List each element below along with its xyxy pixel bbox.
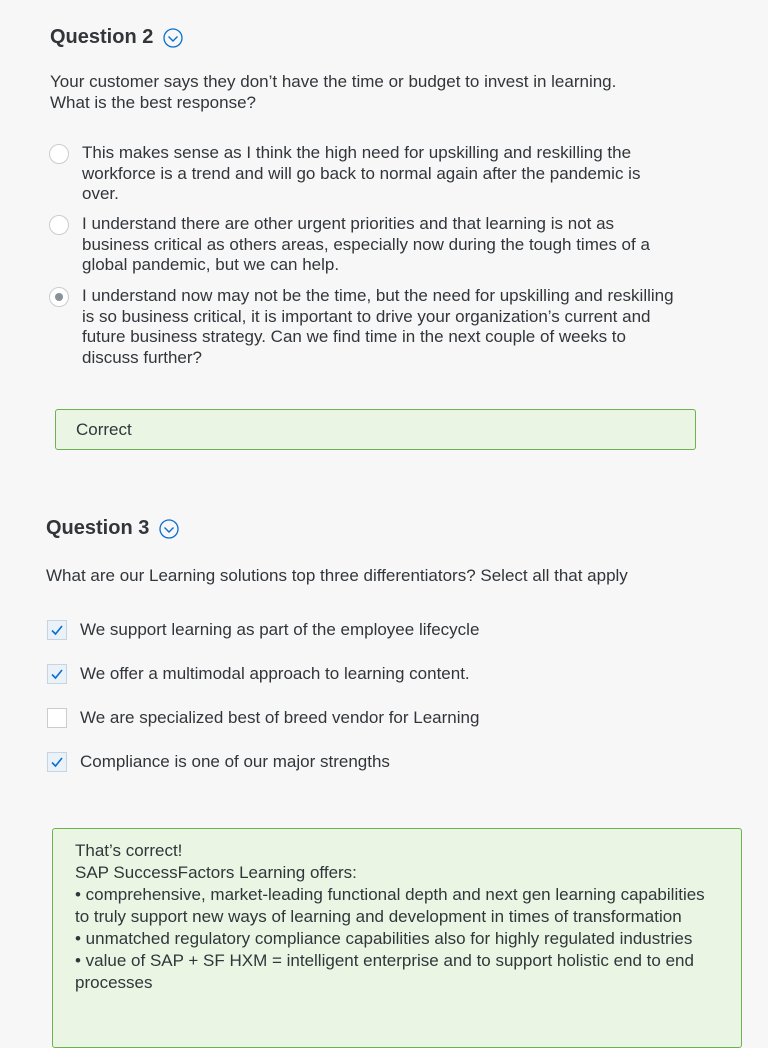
feedback-subheading: SAP SuccessFactors Learning offers:: [75, 863, 357, 882]
feedback-text: Correct: [76, 420, 132, 439]
question-3-title-text: Question 3: [46, 517, 150, 539]
radio-option-label: I understand there are other urgent priorities and that learning is not as business critical as others areas, especially now during the tough times of a global pandemic, but we can help.: [82, 214, 650, 274]
question-3-prompt: What are our Learning solutions top three differentiators? Select all that apply: [46, 566, 628, 585]
radio-button-selected[interactable]: [49, 287, 69, 307]
feedback-bullet: • unmatched regulatory compliance capabilities also for highly regulated industries: [75, 929, 693, 948]
checkbox-option-4[interactable]: [47, 752, 390, 773]
feedback-bullet: • value of SAP + SF HXM = intelligent enterprise and to support holistic end to end processes: [75, 951, 694, 992]
chevron-down-icon[interactable]: [163, 28, 183, 48]
checkbox-label: We are specialized best of breed vendor for Learning: [80, 708, 480, 727]
feedback-heading: That’s correct!: [75, 841, 183, 860]
checkbox-option-2[interactable]: [47, 664, 470, 685]
question-2-feedback: [55, 409, 696, 450]
checkmark-icon: [50, 623, 64, 637]
checkmark-icon: [50, 755, 64, 769]
checkbox-label: Compliance is one of our major strengths: [80, 752, 390, 771]
checkbox-checked[interactable]: [47, 664, 67, 684]
checkmark-icon: [50, 667, 64, 681]
question-2-prompt: [50, 71, 616, 113]
radio-button[interactable]: [49, 144, 69, 164]
checkbox-label: We offer a multimodal approach to learning content.: [80, 664, 470, 683]
radio-option-2[interactable]: [49, 214, 682, 276]
question-2-prompt-line1: Your customer says they don’t have the time or budget to invest in learning.: [50, 72, 617, 91]
chevron-down-icon[interactable]: [159, 519, 179, 539]
checkbox-checked[interactable]: [47, 620, 67, 640]
feedback-bullet: • comprehensive, market-leading functional depth and next gen learning capabilities to truly support new ways of learning and development in times of transformation: [75, 885, 705, 926]
radio-option-3[interactable]: [49, 286, 682, 368]
checkbox-checked[interactable]: [47, 752, 67, 772]
question-3-title: [46, 517, 179, 540]
question-3-feedback: [52, 828, 742, 1048]
radio-selected-dot: [55, 293, 63, 301]
question-2-prompt-line2: What is the best response?: [50, 93, 257, 112]
radio-option-1[interactable]: [49, 143, 682, 205]
radio-button[interactable]: [49, 215, 69, 235]
checkbox-label: We support learning as part of the employee lifecycle: [80, 620, 480, 639]
radio-option-label: This makes sense as I think the high need for upskilling and reskilling the workforce is a trend and will go back to normal again after the pandemic is over.: [82, 143, 641, 203]
checkbox-option-1[interactable]: [47, 620, 479, 641]
checkbox-option-3[interactable]: [47, 708, 479, 729]
radio-option-label: I understand now may not be the time, but the need for upskilling and reskilling is so business critical, it is important to drive your organization’s current and future business strategy. Can we find time in the next couple of weeks to discuss further?: [82, 286, 674, 367]
checkbox-unchecked[interactable]: [47, 708, 67, 728]
question-2-title-text: Question 2: [50, 26, 154, 48]
question-2-title: [50, 26, 183, 49]
